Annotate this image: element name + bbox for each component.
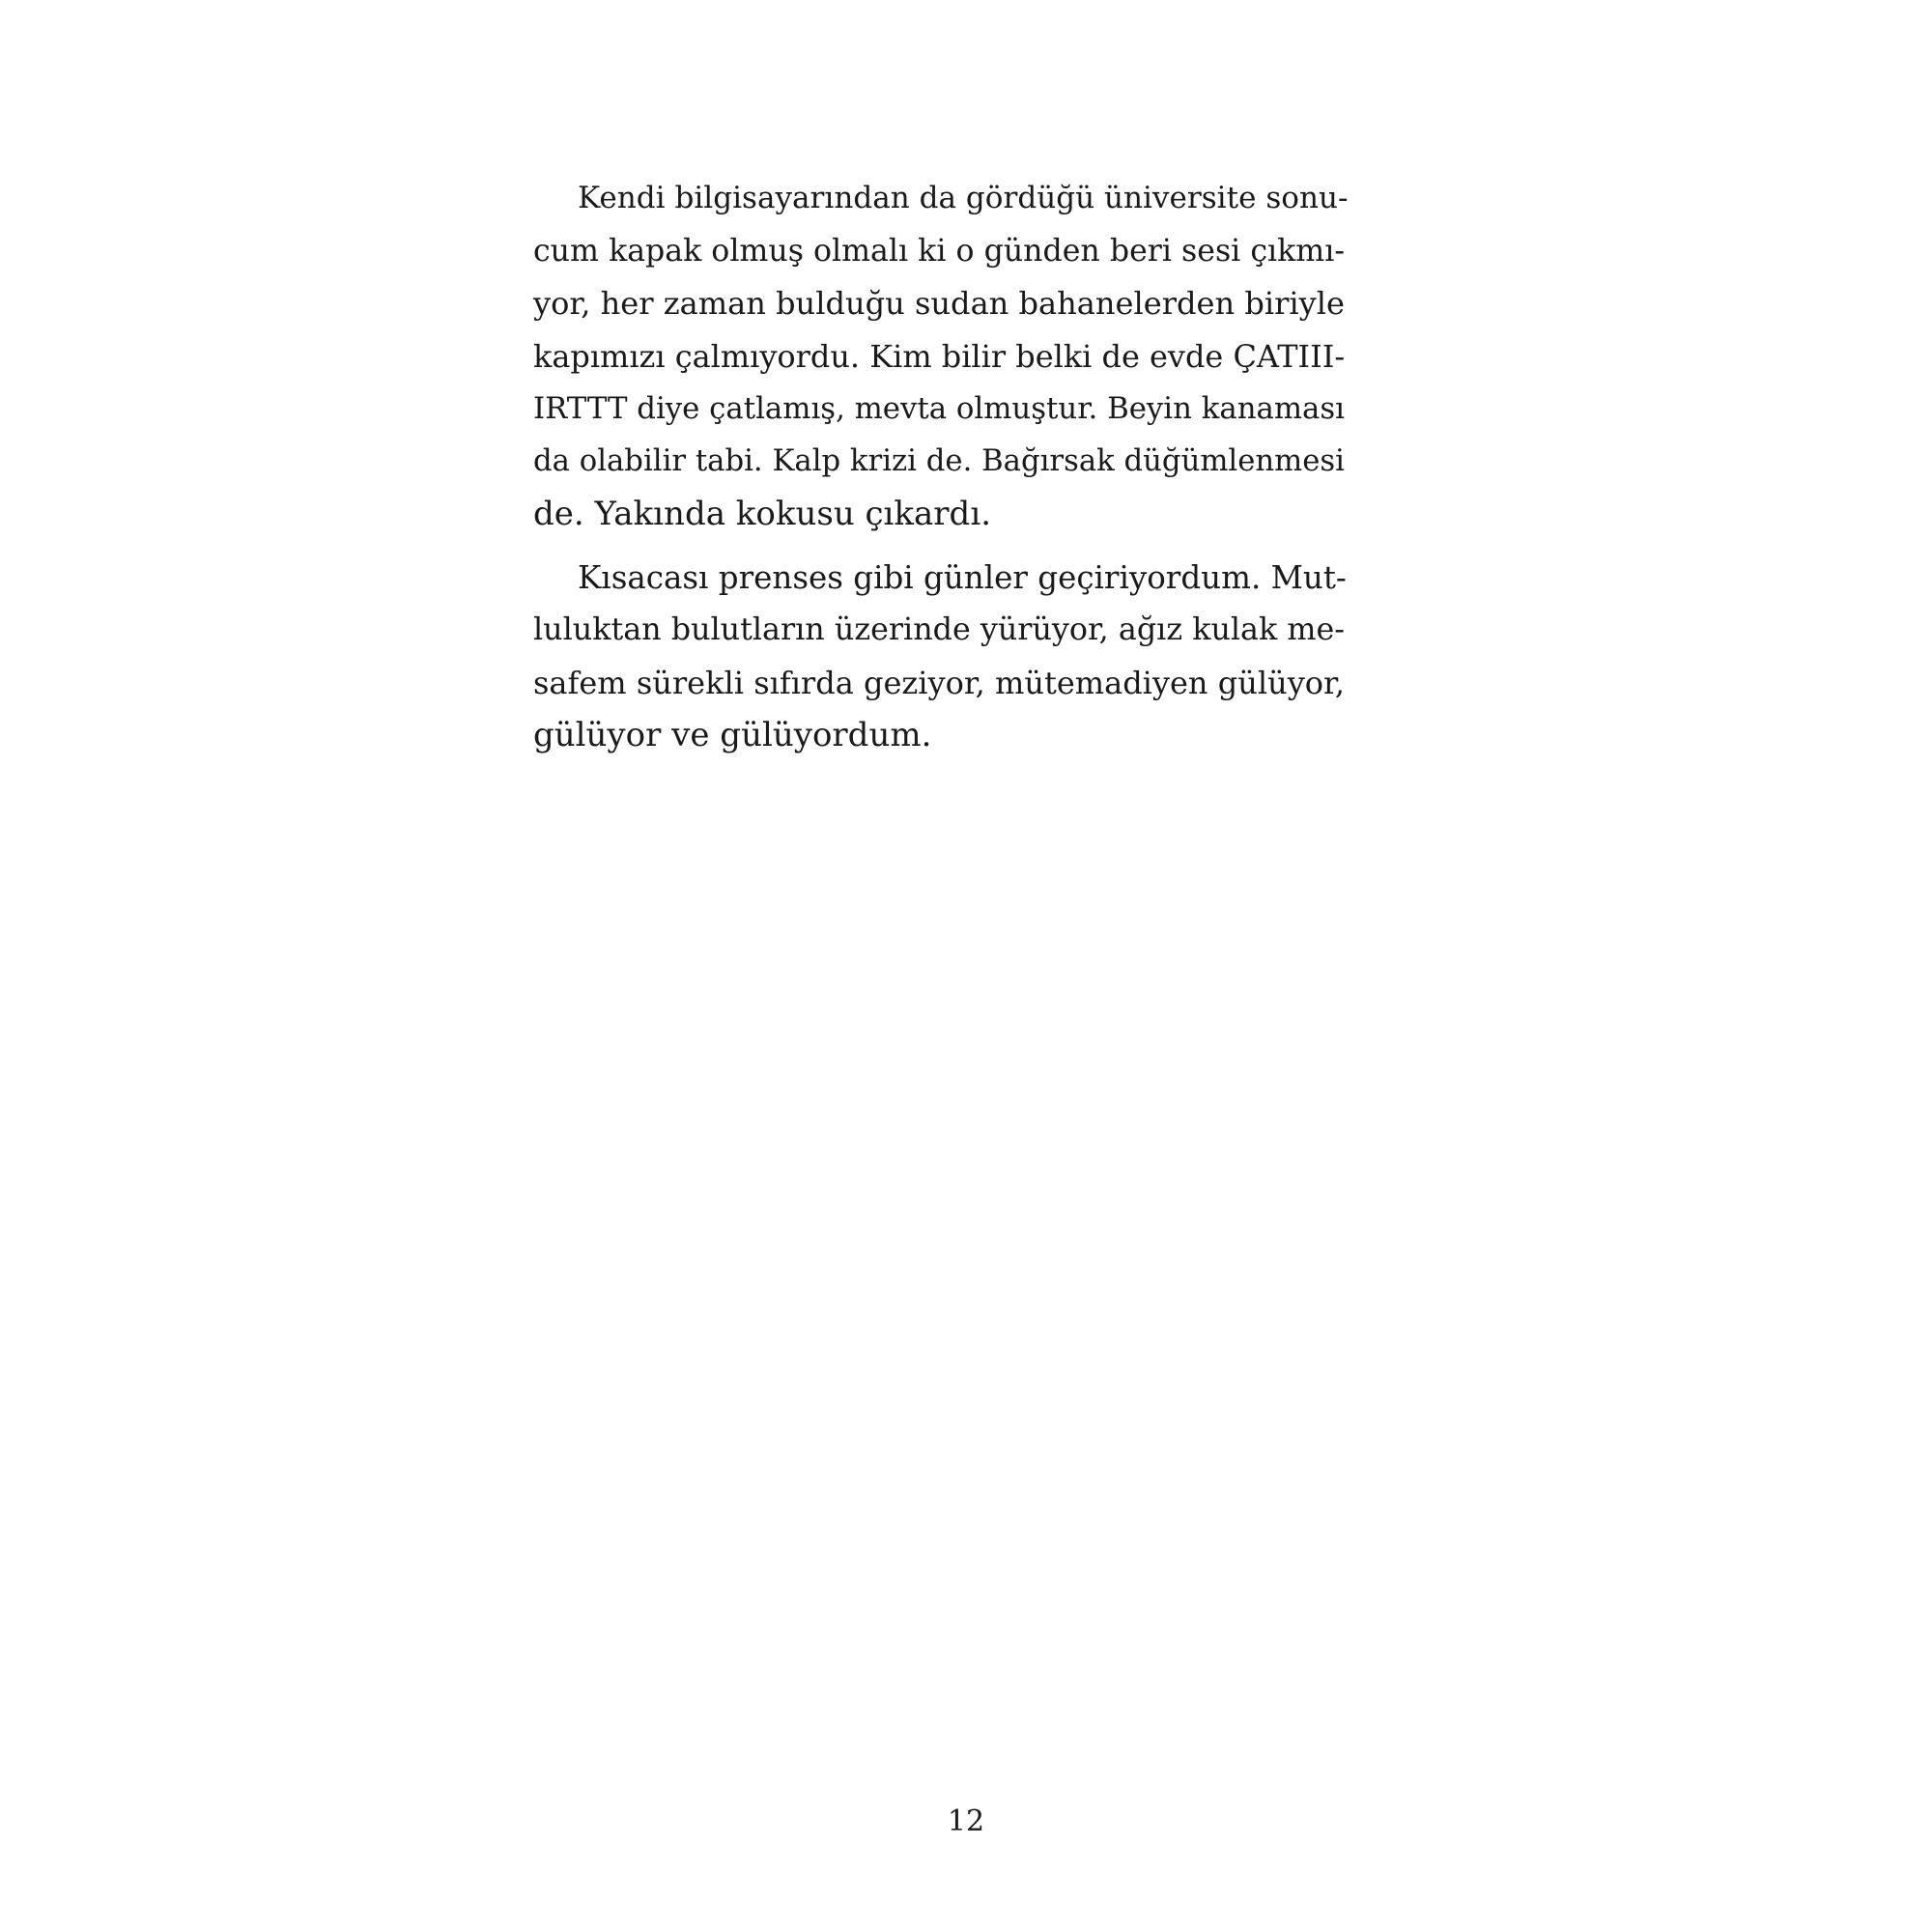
text-line: yor, her zaman bulduğu sudan bahanelerden biriyle [533,285,1345,322]
text-line: cum kapak olmuş olmalı ki o günden beri sesi çıkmı- [533,233,1345,269]
text-line: Kısacası prenses gibi günler geçiriyordum. Mut- [578,558,1347,596]
text-line: de. Yakında kokusu çıkardı. [533,495,992,533]
paragraph-gap [533,541,1345,552]
text-line: IRTTT diye çatlamış, mevta olmuştur. Beyin kanaması [533,391,1346,426]
text-line: da olabilir tabi. Kalp krizi de. Bağırsak düğümlenmesi [533,443,1345,478]
paragraph-2 [533,552,1345,762]
page-number: 12 [947,1804,985,1838]
text-line: gülüyor ve gülüyordum. [533,716,932,754]
paragraph-1 [533,172,1349,541]
text-line: Kendi bilgisayarından da gördüğü üniversite sonu- [578,181,1349,215]
text-line: luluktan bulutların üzerinde yürüyor, ağız kulak me- [533,612,1345,647]
text-line: kapımızı çalmıyordu. Kim bilir belki de evde ÇATIII- [533,337,1346,375]
text-line: safem sürekli sıfırda geziyor, mütemadiyen gülüyor, [533,664,1345,701]
body-text [533,172,1349,762]
